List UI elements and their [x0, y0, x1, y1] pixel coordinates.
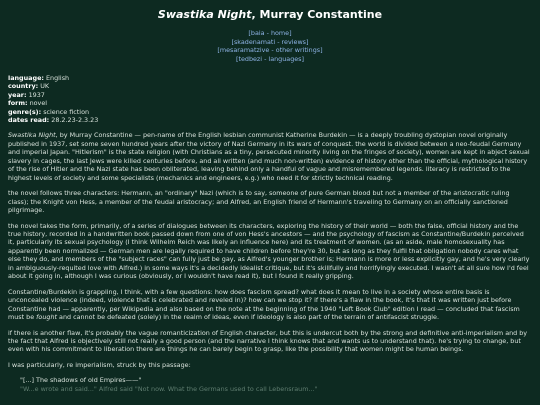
nav-link-languages[interactable]: tedbezi - languages	[238, 55, 302, 64]
nav-link-other-writings[interactable]: mesaramatzive - other writings	[219, 46, 321, 55]
nav-link-reviews[interactable]: skadenamati - reviews	[233, 37, 307, 46]
title-author: , Murray Constantine	[251, 8, 383, 21]
meta-year: year: 1937	[8, 90, 45, 99]
quote-line: "[...] The shadows of old Empires——"	[20, 376, 142, 385]
meta-form: form: novel	[8, 99, 48, 108]
meta-country: country: UK	[8, 82, 50, 91]
meta-genre: genre(s): science fiction	[8, 107, 90, 116]
site-nav: [baia - home] [skadenamati - reviews] [mesaramatzive - other writings] [tedbezi - languages]	[217, 29, 323, 64]
meta-language: language: English	[8, 73, 70, 82]
quoted-passage	[20, 376, 532, 393]
review-paragraph-form: the novel takes the form, primarily, of a series of dialogues between its characters, exploring the history of their world — both the false, official history and the true history, recorded in a handwritten book passed down from one of von Hess's ancestors — and the psychology of fascism as Constantine/Burdekin perceived it, particularly its sexual psychology (I think Wilhelm Reich was likely an influence here) and its treatment of women. (as an aside, male homosexuality has apparently been normalized — German men are legally required to have children before they're 30, but as long as they fulfil that obligation nobody cares what else they do, and members of the "subject races" can fully just be gay, as Alfred's younger brother is; Hermann is more or less explicitly gay, and he's very clearly in ambiguously-requited love with Alfred.) in some ways it's a decidedly idealist critique, but it's skillfully and horrifyingly executed. I wasn't at all sure how I'd feel about it going in, although I was curious (obviously, or I wouldn't have read it), but I found it really gripping.	[8, 221, 530, 281]
meta-dates-read: dates read: 28.2.23-2.3.23	[8, 116, 99, 125]
book-metadata	[8, 74, 532, 125]
review-paragraph-characters: the novel follows three characters: Hermann, an "ordinary" Nazi (which is to say, someone of pure German blood but not a member of the aristocratic ruling class); the Knight von Hess, a member of the feudal aristocracy; and Alfred, an English friend of Hermann's traveling to Germany on an officially sanctioned pilgrimage.	[8, 189, 510, 215]
page-title	[8, 8, 532, 21]
nav-link-home[interactable]: baia - home	[250, 29, 290, 38]
review-paragraph-intro: Swastika Night, by Murray Constantine — pen-name of the English lesbian communist Katherine Burdekin — is a deeply troubling dystopian novel originally published in 1937, set some seven hundred years after the victory of Nazi Germany in its wars of conquest. the world is divided between a neo-feudal Germany and imperial Japan. "Hitlerism" is the state religion (with Christians as a tiny, persecuted minority living on the fringes of society), women are kept in abject sexual slavery in cages, the last Jews were killed centuries before, and all written (and much non-written) evidence of history other than the official, mythological history of the rise of Hitler and the Nazi state has been obliterated, leaving behind only a handful of vague and misremembered legends. literacy is restricted to the highest levels of society and some specialists (mechanics and engineers, e.g.) who need it for strictly technical reading.	[8, 131, 530, 182]
title-book: Swastika Night	[157, 8, 252, 21]
review-paragraph-questions: Constantine/Burdekin is grappling, I think, with a few questions: how does fascism spread? what does it mean to live in a society whose entire basis is unconcealed violence (indeed, violence that is celebrated and reveled in)? how can we stop it? if there's a flaw in the book, it's that it was written just before Constantine had — apparently, per Wikipedia and also based on the note at the beginning of the 1940 "Left Book Club" edition I read — concluded that fascism must be fought and cannot be defeated (solely) in the realm of ideas, even if ideology is also part of the terrain of antifascist struggle.	[8, 287, 520, 322]
review-paragraph-passage-intro: I was particularly, re imperialism, struck by this passage:	[8, 360, 191, 369]
review-paragraph-flaws: if there is another flaw, it's probably the vague romanticization of English character, but this is undercut both by the strong and definitive anti-imperialism and by the fact that Alfred is objectively still not really a good person (and the narrative I think knows that and wants us to understand that). he's trying to change, but even with his commitment to liberation there are things he can barely begin to grasp, like the possibility that women might be human beings.	[8, 328, 528, 354]
quote-line-cut: "W...e wrote and said..." Alfred said "Not now. What the Germans used to call Lebensraum..."	[20, 384, 318, 393]
